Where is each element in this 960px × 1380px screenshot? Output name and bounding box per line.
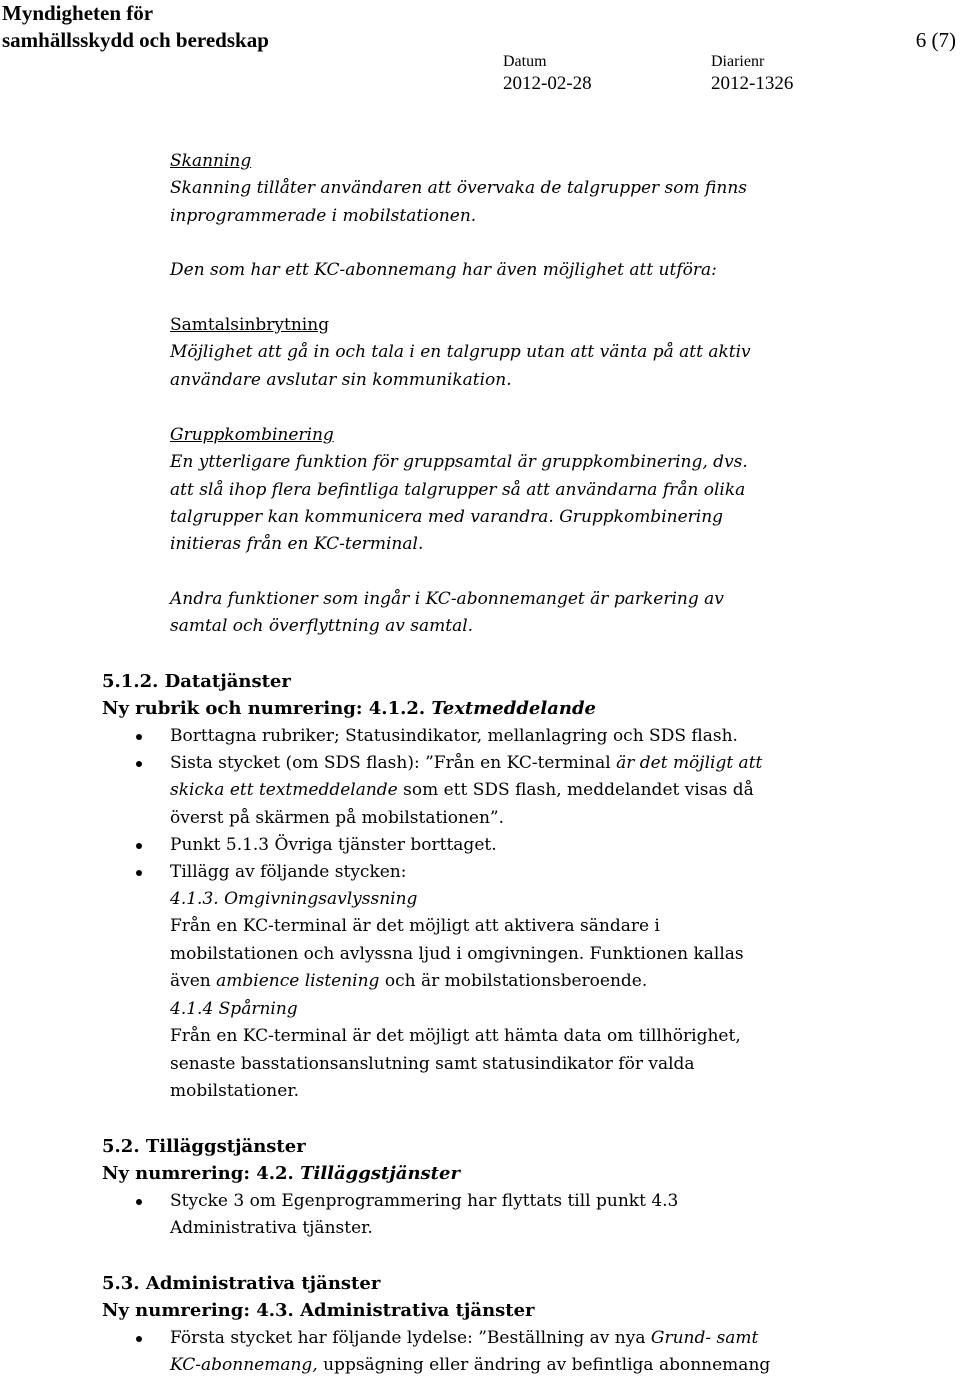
skanning-section [170,148,930,230]
gruppkombinering-line-1: En ytterligare funktion för gruppsamtal är gruppkombinering, dvs. [170,452,748,473]
section-5-3-subtitle: Ny numrering: 4.3. Administrativa tjänster [102,1300,535,1322]
diarienr-value: 2012-1326 [711,73,794,94]
bullet-item: Stycke 3 om Egenprogrammering har flyttats till punkt 4.3 Administrativa tjänster. [170,1188,930,1243]
andra-line-1: Andra funktioner som ingår i KC-abonnemanget är parkering av [170,589,724,609]
org-line-2: samhällsskydd och beredskap [2,28,269,52]
bullet-item: Första stycket har följande lydelse: ”Beställning av nya Grund- samt KC-abonnemang, uppsägning eller ändring av befintliga abonnemang [170,1325,930,1380]
diarienr-label: Diarienr [711,53,765,70]
organization-name [2,0,269,54]
andra-funktioner [170,586,930,641]
section-5-2-subtitle: Ny numrering: 4.2. Tilläggstjänster [102,1163,460,1185]
date-value: 2012-02-28 [503,73,592,94]
section-4-1-3-line-1: Från en KC-terminal är det möjligt att aktivera sändare i [170,916,660,937]
samtalsinbrytning-line-2: användare avslutar sin kommunikation. [170,369,512,390]
gruppkombinering-line-2: att slå ihop flera befintliga talgrupper så att användarna från olika [170,479,746,500]
bullet-item: Tillägg av följande stycken: [170,859,930,886]
samtalsinbrytning-section [170,312,930,394]
section-5-1-2-heading [102,668,932,723]
section-5-3-heading [102,1270,932,1325]
section-4-1-3-line-2: mobilstationen och avlyssna ljud i omgivningen. Funktionen kallas [170,943,744,964]
section-5-3-title: 5.3. Administrativa tjänster [102,1273,381,1294]
section-4-1-4-line-3: mobilstationer. [170,1080,299,1101]
kc-intro: Den som har ett KC-abonnemang har även möjlighet att utföra: [170,260,717,280]
section-4-1-3-line-3: även ambience listening och är mobilstationsberoende. [170,970,648,991]
section-4-1-3 [170,886,930,995]
section-4-1-4-line-2: senaste basstationsanslutning samt statusindikator för valda [170,1053,695,1074]
section-4-1-4-line-1: Från en KC-terminal är det möjligt att hämta data om tillhörighet, [170,1026,741,1047]
date-label: Datum [503,53,547,70]
skanning-line-1: Skanning tillåter användaren att övervaka de talgrupper som finns [170,178,747,199]
samtalsinbrytning-line-1: Möjlighet att gå in och tala i en talgrupp utan att vänta på att aktiv [170,342,751,363]
section-5-2-title: 5.2. Tilläggstjänster [102,1136,306,1157]
skanning-title: Skanning [170,151,252,171]
section-5-1-2-title: 5.1.2. Datatjänster [102,671,291,692]
andra-line-2: samtal och överflyttning av samtal. [170,616,474,637]
bullet-item: Punkt 5.1.3 Övriga tjänster borttaget. [170,832,930,859]
bullet-item: Sista stycket (om SDS flash): ”Från en KC-terminal är det möjligt att skicka ett textmeddelande som ett SDS flash, meddelandet visas då överst på skärmen på mobilstationen”. [170,750,930,832]
gruppkombinering-title: Gruppkombinering [170,425,334,445]
section-5-1-2-subtitle: Ny rubrik och numrering: 4.1.2. Textmeddelande [102,698,596,720]
section-4-1-3-title: 4.1.3. Omgivningsavlyssning [170,889,418,909]
bullet-item: Borttagna rubriker; Statusindikator, mellanlagring och SDS flash. [170,723,930,750]
section-5-2-heading [102,1133,932,1188]
gruppkombinering-section [170,422,930,558]
org-line-1: Myndigheten för [2,1,154,25]
section-4-1-4 [170,996,930,1105]
page-number: 6 (7) [915,28,956,52]
samtalsinbrytning-title: Samtalsinbrytning [170,315,330,335]
gruppkombinering-line-4: initieras från en KC-terminal. [170,534,424,555]
skanning-line-2: inprogrammerade i mobilstationen. [170,205,477,226]
section-4-1-4-title: 4.1.4 Spårning [170,999,298,1019]
gruppkombinering-line-3: talgrupper kan kommunicera med varandra. Gruppkombinering [170,506,724,527]
